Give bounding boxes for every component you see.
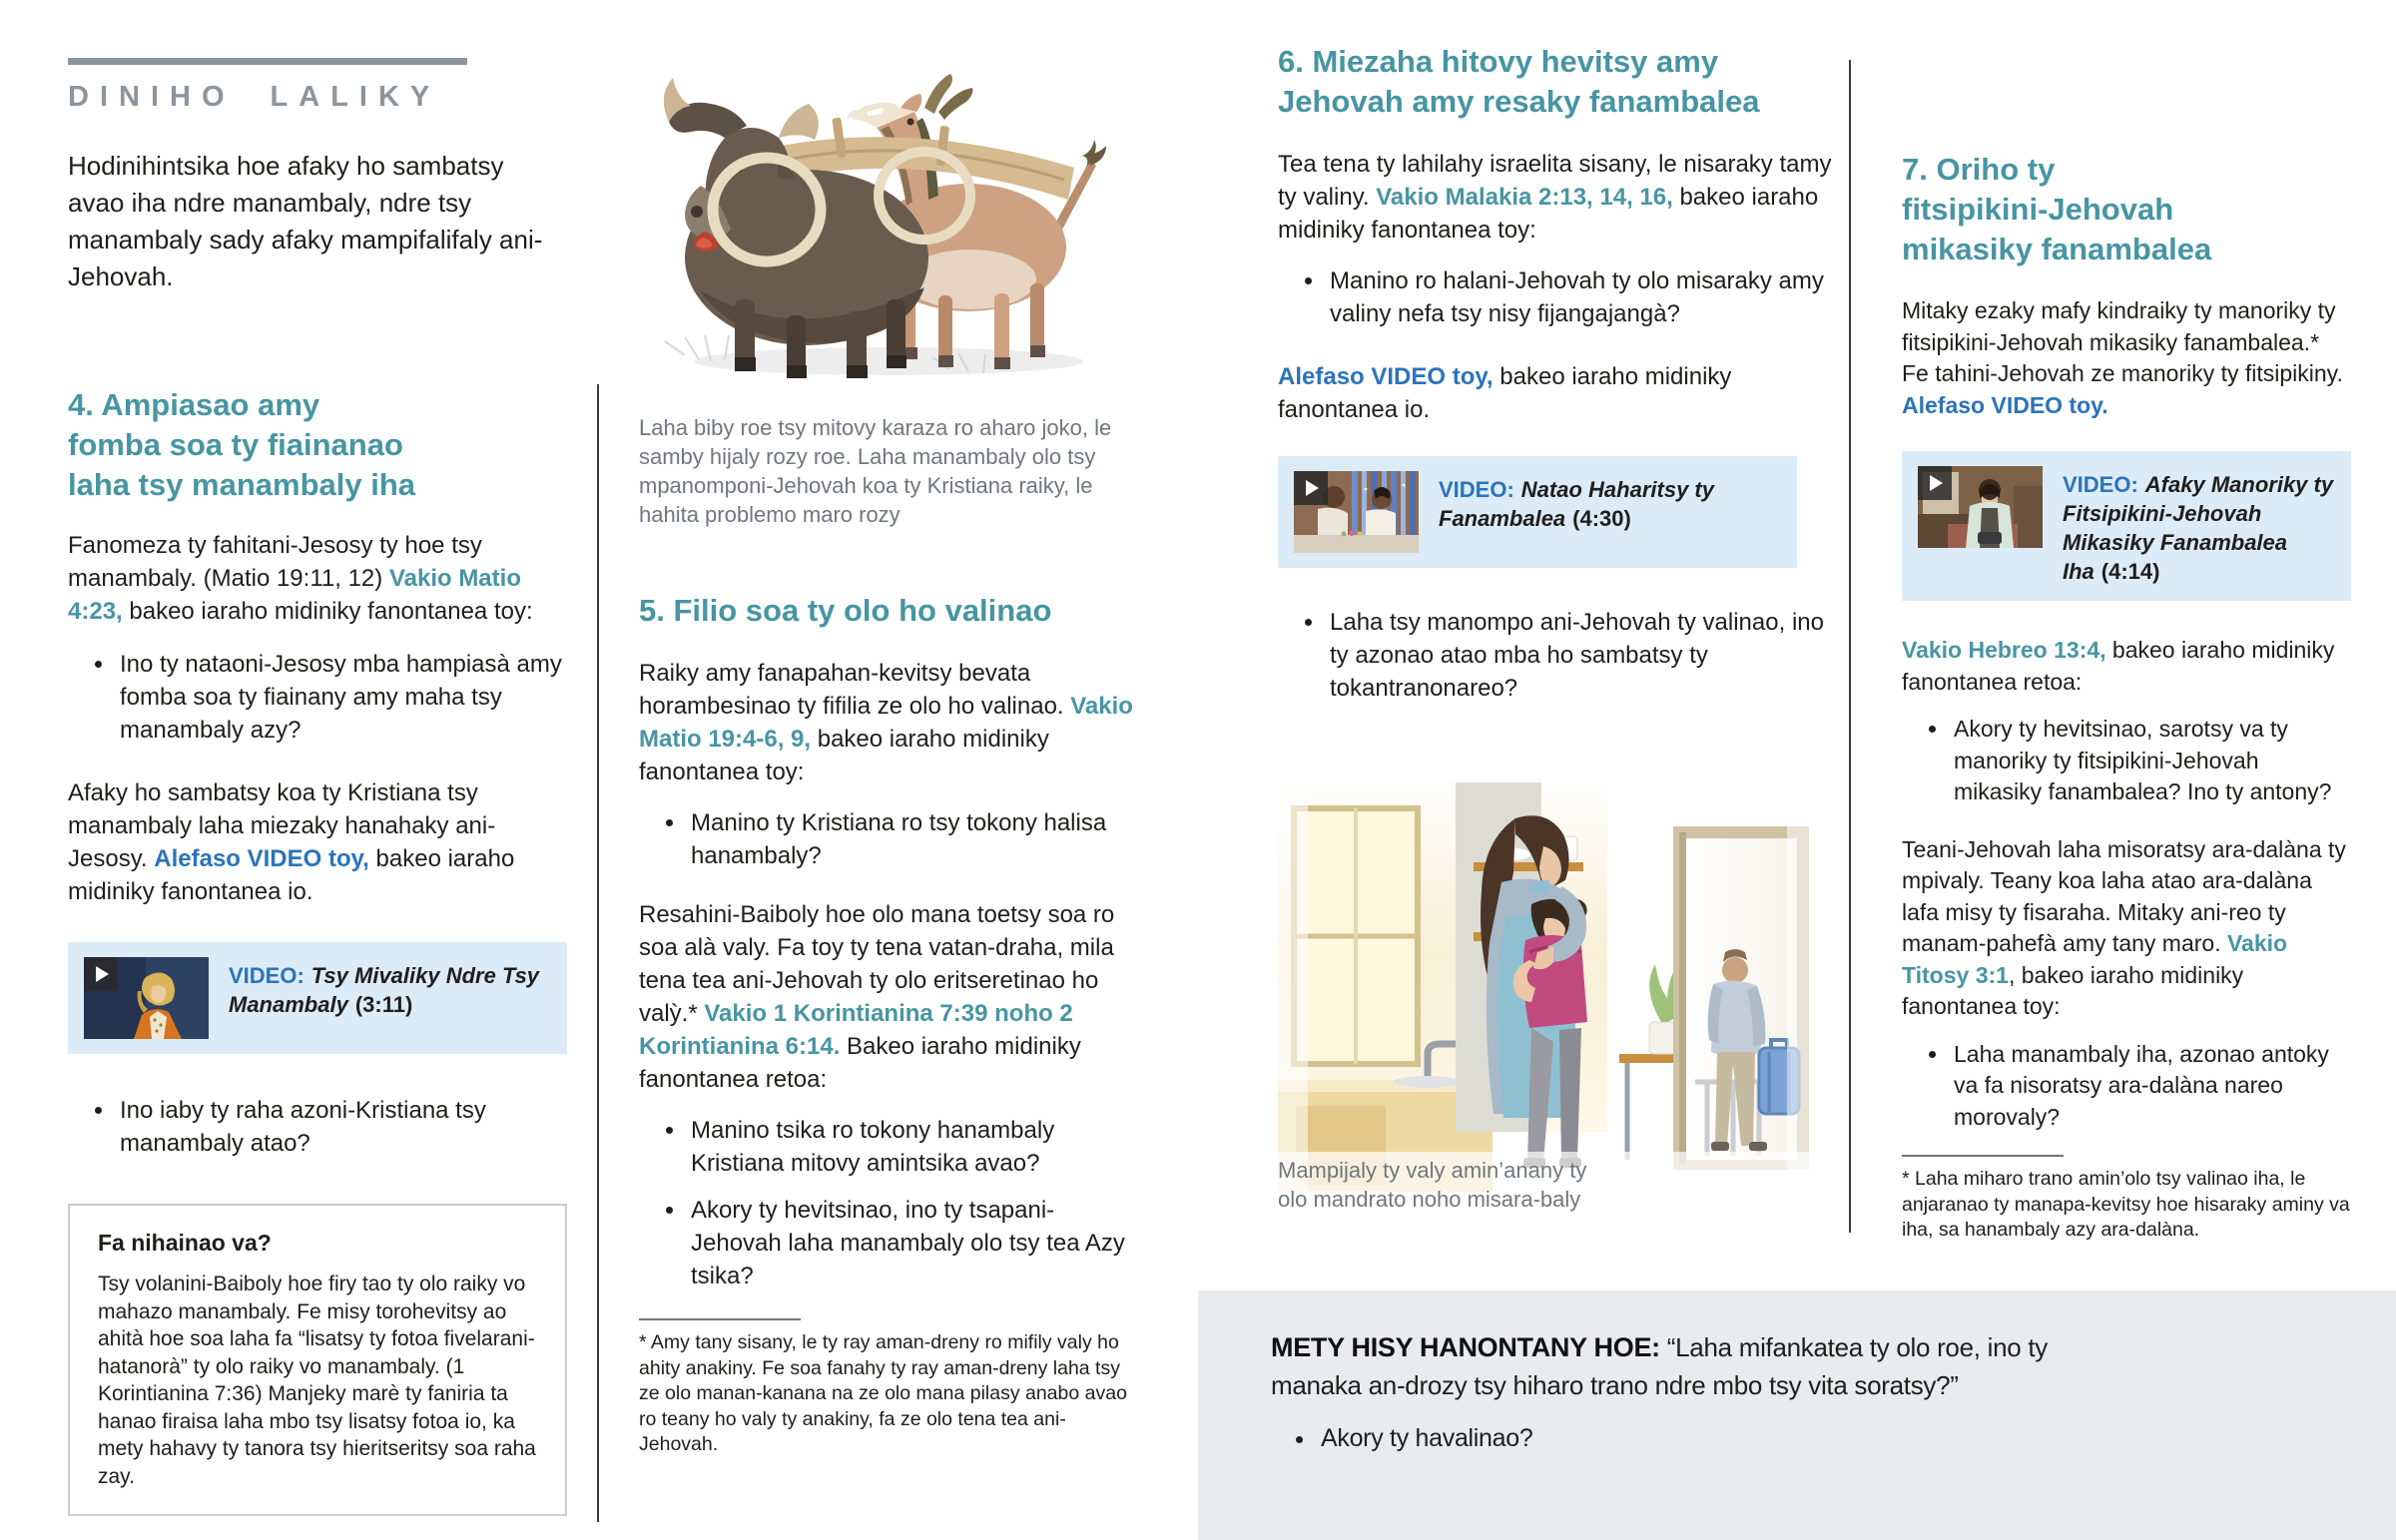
did-you-know-box [68, 1204, 567, 1516]
scripture-link-matio-19[interactable]: Vakio Matio 19:4-6, 9, [639, 693, 1133, 753]
section-7-paragraph-2 [1902, 635, 2351, 698]
possible-question-label: METY HISY HANONTANY HOE: [1271, 1332, 1660, 1362]
section-5-footnote: * Amy tany sisany, le ty ray aman-dreny ro mifily valy ho ahity anakiny. Fe soa fanahy ty ray aman-dreny laha tsy ze olo manan-kanana na ze olo mana pilasy anabo avao ro teany ho valy ty anakiny, fa ze olo tena tea ani-Jehovah. [639, 1331, 1127, 1455]
video-caption [1439, 471, 1781, 533]
spouse-leaving-image [1278, 723, 1817, 1192]
question-item: • Manino ro halani-Jehovah ty olo misaraky amy valiny nefa tsy nisy fijangajangà? [1326, 264, 1835, 330]
text-run: Afaky ho sambatsy koa ty Kristiana tsy manambaly laha miezaky hanahaky ani-Jesosy. [68, 779, 496, 872]
ox-and-donkey-yoked-image [639, 0, 1143, 387]
text-run: bakeo iaraho midiniky fanontanea toy: [122, 598, 533, 625]
section-7-footnote: * Laha miharo trano amin’olo tsy valinao iha, le anjaranao ty manapa-kevitsy hoe hisaraky aminy va iha, sa hanambaly azy ara-dalàna. [1902, 1168, 2350, 1241]
text-run: Raiky amy fanapahan-kevitsy bevata horambesinao ty fifilia ze olo ho valinao. [639, 660, 1071, 720]
question-item: • Akory ty havalinao? [1317, 1422, 2016, 1455]
text-run: Bakeo iaraho midiniky fanontanea retoa: [639, 1033, 1081, 1093]
question-item: • Laha manambaly iha, azonao antoky va fa nisoratsy ara-dalàna nareo morovaly? [1950, 1039, 2351, 1134]
video-label: VIDEO: [2063, 472, 2138, 497]
section-5-question-list [639, 806, 1143, 872]
section-7-question-list-2 [1902, 1039, 2351, 1134]
footnote-rule [639, 1318, 801, 1320]
section-4-paragraph-2 [68, 776, 567, 908]
section-4-question-list [68, 648, 567, 747]
question-item: • Akory ty hevitsinao, sarotsy va ty manoriky ty fitsipikini-Jehovah mikasiky fanambalea? Ino ty antony? [1950, 714, 2351, 808]
play-triangle [96, 966, 109, 982]
did-you-know-body: Tsy volanini-Baiboly hoe firy tao ty olo raiky vo mahazo manambaly. Fe misy torohevitsy ao ahità hoe soa laha fa “lisatsy ty fotoa fivelarani-hatanorà” ty olo raiky vo manambaly. (1 Korintianina 7:36) Manjeky marè ty faniria ta hanao firaisa laha mbo tsy lisatsy fotoa io, ka mety hahavy ty tanora tsy hieritseritsy soa raha zay. [98, 1273, 536, 1488]
did-you-know-title: Fa nihainao va? [98, 1230, 272, 1256]
section-6-heading: 6. Miezaha hitovy hevitsy amy Jehovah amy resaky fanambalea [1278, 44, 1760, 119]
intro-paragraph: Hodinihintsika hoe afaky ho sambatsy avao iha ndre manambaly, ndre tsy manambaly sady afaky mampifalifaly ani-Jehovah. [68, 151, 543, 291]
question-item: • Ino iaby ty raha azoni-Kristiana tsy manambaly atao? [116, 1094, 567, 1160]
text-run: bakeo iaraho midiniky fanontanea toy: [639, 726, 1049, 785]
video-thumbnail-couple[interactable] [1294, 471, 1419, 553]
column-4 [1902, 150, 2351, 1263]
video-title[interactable]: Afaky Manoriky ty Fitsipikini-Jehovah Mikasiky Fanambalea Iha [2063, 472, 2334, 584]
text-run: Tea tena ty lahilahy israelita sisany, le nisaraky tamy ty valiny. [1278, 151, 1832, 211]
section-5-paragraph-1 [639, 657, 1143, 788]
video-link[interactable]: Alefaso VIDEO toy. [1902, 391, 2108, 418]
play-icon[interactable] [1918, 466, 1952, 500]
oxen-illustration [639, 0, 1143, 387]
play-triangle [1930, 475, 1943, 491]
text-run: “Laha mifankatea ty olo roe, ino ty manaka an-drozy tsy hiharo trano ndre mbo tsy vita soratsy?” [1271, 1332, 2048, 1400]
video-duration: (4:14) [2100, 559, 2160, 584]
text-run: Resahini-Baiboly hoe olo mana toetsy soa ro soa alà valy. Fa toy ty tena vatan-draha, mila tena tea ani-Jehovah ty olo eritseretinao ho valỳ.* [639, 901, 1115, 1027]
leaving-home-caption: Mampijaly ty valy amin’anany ty olo mandrato noho misara-baly [1278, 1158, 1587, 1212]
section-7-paragraph-3 [1902, 834, 2351, 1023]
section-4-question-list-2 [68, 1094, 567, 1160]
text-run: Teani-Jehovah laha misoratsy ara-dalàna ty mpivaly. Teany koa laha atao ara-dalàna lafa misy ty fisaraha. Mitaky ani-reo ty manam-pahefà amy tany maro. [1902, 835, 2346, 956]
video-box-singleness[interactable] [68, 942, 567, 1054]
video-title[interactable]: Tsy Mivaliky Ndre Tsy Manambaly [229, 963, 540, 1017]
text-run: bakeo iaraho midiniky fanontanea io. [1278, 363, 1732, 423]
column-divider-right [1849, 60, 1851, 1233]
column-2 [639, 0, 1143, 1477]
section-7-question-list [1902, 714, 2351, 808]
text-run: bakeo iaraho midiniky fanontanea toy: [1278, 184, 1819, 244]
scripture-link-titosy[interactable]: Vakio Titosy 3:1 [1902, 930, 2288, 988]
question-item: • Manino tsika ro tokony hanambaly Kristiana mitovy amintsika avao? [687, 1114, 1143, 1180]
video-label: VIDEO: [229, 963, 304, 988]
video-box-marriage[interactable] [1278, 456, 1797, 568]
text-run: Mitaky ezaky mafy kindraiky ty manoriky ty fitsipikini-Jehovah mikasiky fanambalea.* Fe tahini-Jehovah ze manoriky ty fitsipikiny. [1902, 297, 2343, 386]
kicker: DINIHO LALIKY [68, 81, 441, 113]
kicker-rule [68, 58, 467, 65]
column-divider-left [597, 384, 599, 1522]
section-6-question-list-2 [1278, 606, 1835, 705]
section-5-question-list-2 [639, 1114, 1143, 1292]
leaving-home-illustration [1278, 723, 1835, 1192]
video-label: VIDEO: [1439, 477, 1514, 502]
video-thumbnail-woman[interactable] [84, 957, 209, 1039]
section-6-paragraph-2 [1278, 360, 1835, 426]
text-run: bakeo iaraho midiniky fanontanea io. [68, 845, 515, 905]
video-duration: (4:30) [1572, 506, 1631, 531]
possible-question-list [1271, 1422, 2016, 1455]
section-7-paragraph-1 [1902, 295, 2351, 421]
section-4-paragraph-1 [68, 529, 567, 628]
video-caption [2063, 466, 2335, 586]
video-link[interactable]: Alefaso VIDEO toy, [1278, 363, 1494, 390]
video-caption [229, 957, 551, 1019]
section-7-heading: 7. Oriho ty fitsipikini-Jehovah mikasiky fanambalea [1902, 152, 2212, 266]
footnote-rule [1902, 1155, 2064, 1157]
scripture-link-malakia[interactable]: Vakio Malakia 2:13, 14, 16, [1376, 184, 1673, 211]
scripture-link-korintianina[interactable]: Vakio 1 Korintianina 7:39 noho 2 Korintianina 6:14. [639, 1000, 1073, 1060]
text-run: bakeo iaraho midiniky fanontanea retoa: [1902, 637, 2335, 695]
section-6-paragraph-1 [1278, 148, 1835, 247]
video-thumbnail-interview[interactable] [1918, 466, 2043, 548]
text-run: Fanomeza ty fahitani-Jesosy ty hoe tsy manambaly. (Matio 19:11, 12) [68, 532, 482, 592]
possible-question-box [1198, 1290, 2396, 1540]
oxen-caption: Laha biby roe tsy mitovy karaza ro aharo joko, le samby hijaly rozy roe. Laha manambaly olo tsy mpanomponi-Jehovah koa ty Kristiana raiky, le hahita problemo maro rozy [639, 415, 1112, 527]
section-5-paragraph-2 [639, 898, 1143, 1096]
text-run: , bakeo iaraho midiniky fanontanea toy: [1902, 961, 2244, 1019]
video-duration: (3:11) [354, 992, 413, 1017]
question-item: • Akory ty hevitsinao, ino ty tsapani-Jehovah laha manambaly olo tsy tea Azy tsika? [687, 1194, 1143, 1292]
scripture-link-hebreo[interactable]: Vakio Hebreo 13:4, [1902, 637, 2106, 663]
column-1 [68, 58, 567, 1516]
possible-question-text [1271, 1328, 2099, 1404]
video-title[interactable]: Natao Haharitsy ty Fanambalea [1439, 477, 1714, 531]
question-item: • Laha tsy manompo ani-Jehovah ty valinao, ino ty azonao atao mba ho sambatsy ty tokantranonareo? [1326, 606, 1835, 705]
video-box-standards[interactable] [1902, 451, 2351, 601]
window [1294, 808, 1418, 1064]
scripture-link-matio-4-23[interactable]: Vakio Matio 4:23, [68, 565, 521, 625]
section-4-heading: 4. Ampiasao amy fomba soa ty fiainanao laha tsy manambaly iha [68, 387, 416, 502]
section-5-heading: 5. Filio soa ty olo ho valinao [639, 593, 1052, 628]
video-link[interactable]: Alefaso VIDEO toy, [154, 845, 369, 872]
question-item: • Ino ty nataoni-Jesosy mba hampiasà amy fomba soa ty fiainany amy maha tsy manambaly azy? [116, 648, 567, 747]
column-3 [1278, 42, 1835, 1236]
question-item: • Manino ty Kristiana ro tsy tokony halisa hanambaly? [687, 806, 1143, 872]
play-triangle [1306, 480, 1319, 496]
play-icon[interactable] [84, 957, 118, 991]
section-6-question-list [1278, 264, 1835, 330]
play-icon[interactable] [1294, 471, 1328, 505]
